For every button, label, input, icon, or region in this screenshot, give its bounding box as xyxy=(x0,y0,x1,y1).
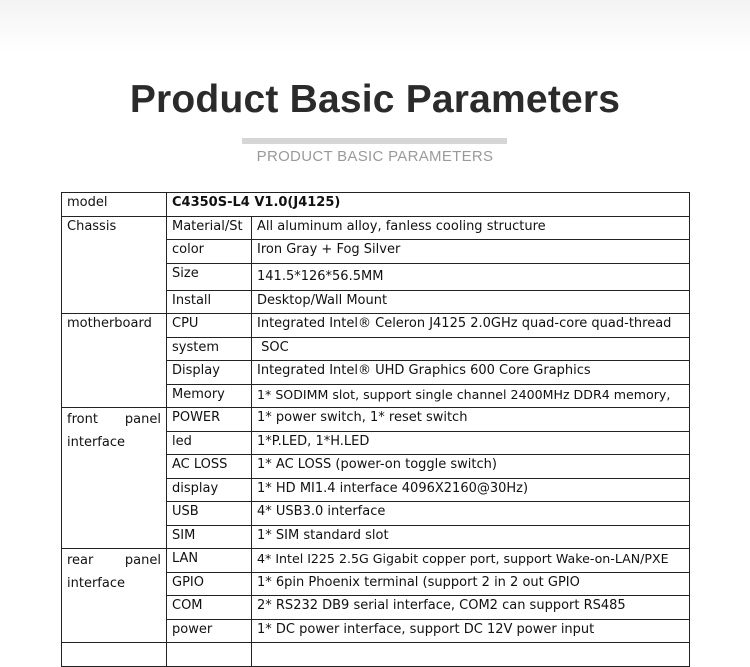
param-key: AC LOSS xyxy=(167,455,252,479)
title-underline-bar xyxy=(242,138,507,144)
param-label-model: model xyxy=(62,193,167,217)
param-key: CPU xyxy=(167,314,252,338)
param-value: 4* USB3.0 interface xyxy=(252,502,690,526)
param-value: 4* Intel I225 2.5G Gigabit copper port, support Wake-on-LAN/PXE xyxy=(252,549,690,573)
param-value: 1* DC power interface, support DC 12V power input xyxy=(252,619,690,643)
param-value: Integrated Intel® Celeron J4125 2.0GHz quad-core quad-thread xyxy=(252,314,690,338)
param-key: led xyxy=(167,431,252,455)
param-key: Display xyxy=(167,361,252,385)
page-subtitle: PRODUCT BASIC PARAMETERS xyxy=(256,148,494,165)
group-chassis: Chassis xyxy=(62,216,167,314)
param-value: 1* SODIMM slot, support single channel 2400MHz DDR4 memory, xyxy=(252,384,690,408)
param-key: LAN xyxy=(167,549,252,573)
table-row xyxy=(62,314,690,338)
param-value: 1* SIM standard slot xyxy=(252,525,690,549)
group-rear-panel-interface: rear panel interface xyxy=(62,549,167,643)
table-row xyxy=(62,408,690,432)
param-value: Iron Gray + Fog Silver xyxy=(252,240,690,264)
top-band xyxy=(0,0,750,52)
parameters-table xyxy=(61,192,690,667)
param-value: SOC xyxy=(252,337,690,361)
param-value: 1* power switch, 1* reset switch xyxy=(252,408,690,432)
empty-cell xyxy=(167,643,252,667)
param-value xyxy=(252,216,690,240)
param-value: 2* RS232 DB9 serial interface, COM2 can support RS485 xyxy=(252,596,690,620)
param-key: system xyxy=(167,337,252,361)
param-key: Install xyxy=(167,290,252,314)
param-key: GPIO xyxy=(167,572,252,596)
param-value: 1*P.LED, 1*H.LED xyxy=(252,431,690,455)
param-key: display xyxy=(167,478,252,502)
table-row-model xyxy=(62,193,690,217)
param-value: Desktop/Wall Mount xyxy=(252,290,690,314)
page-title: Product Basic Parameters xyxy=(129,78,621,121)
table-row xyxy=(62,549,690,573)
group-motherboard: motherboard xyxy=(62,314,167,408)
param-key: Memory xyxy=(167,384,252,408)
param-value: Integrated Intel® UHD Graphics 600 Core Graphics xyxy=(252,361,690,385)
empty-cell xyxy=(252,643,690,667)
param-key: SIM xyxy=(167,525,252,549)
param-value: 1* AC LOSS (power-on toggle switch) xyxy=(252,455,690,479)
param-key: COM xyxy=(167,596,252,620)
param-key: power xyxy=(167,619,252,643)
param-key: POWER xyxy=(167,408,252,432)
param-key: color xyxy=(167,240,252,264)
param-value: 1* HD MI1.4 interface 4096X2160@30Hz) xyxy=(252,478,690,502)
group-front-panel-interface: front panel interface xyxy=(62,408,167,549)
param-key: Material/St xyxy=(167,216,252,240)
table-row xyxy=(62,643,690,667)
param-value: 1* 6pin Phoenix terminal (support 2 in 2 out GPIO xyxy=(252,572,690,596)
param-key: USB xyxy=(167,502,252,526)
param-key: Size xyxy=(167,263,252,290)
table-row xyxy=(62,216,690,240)
param-value-model: C4350S-L4 V1.0(J4125) xyxy=(167,193,690,217)
empty-cell xyxy=(62,643,167,667)
param-value: 141.5*126*56.5MM xyxy=(252,263,690,290)
param-value-text: All aluminum alloy, fanless cooling structure xyxy=(257,218,546,234)
